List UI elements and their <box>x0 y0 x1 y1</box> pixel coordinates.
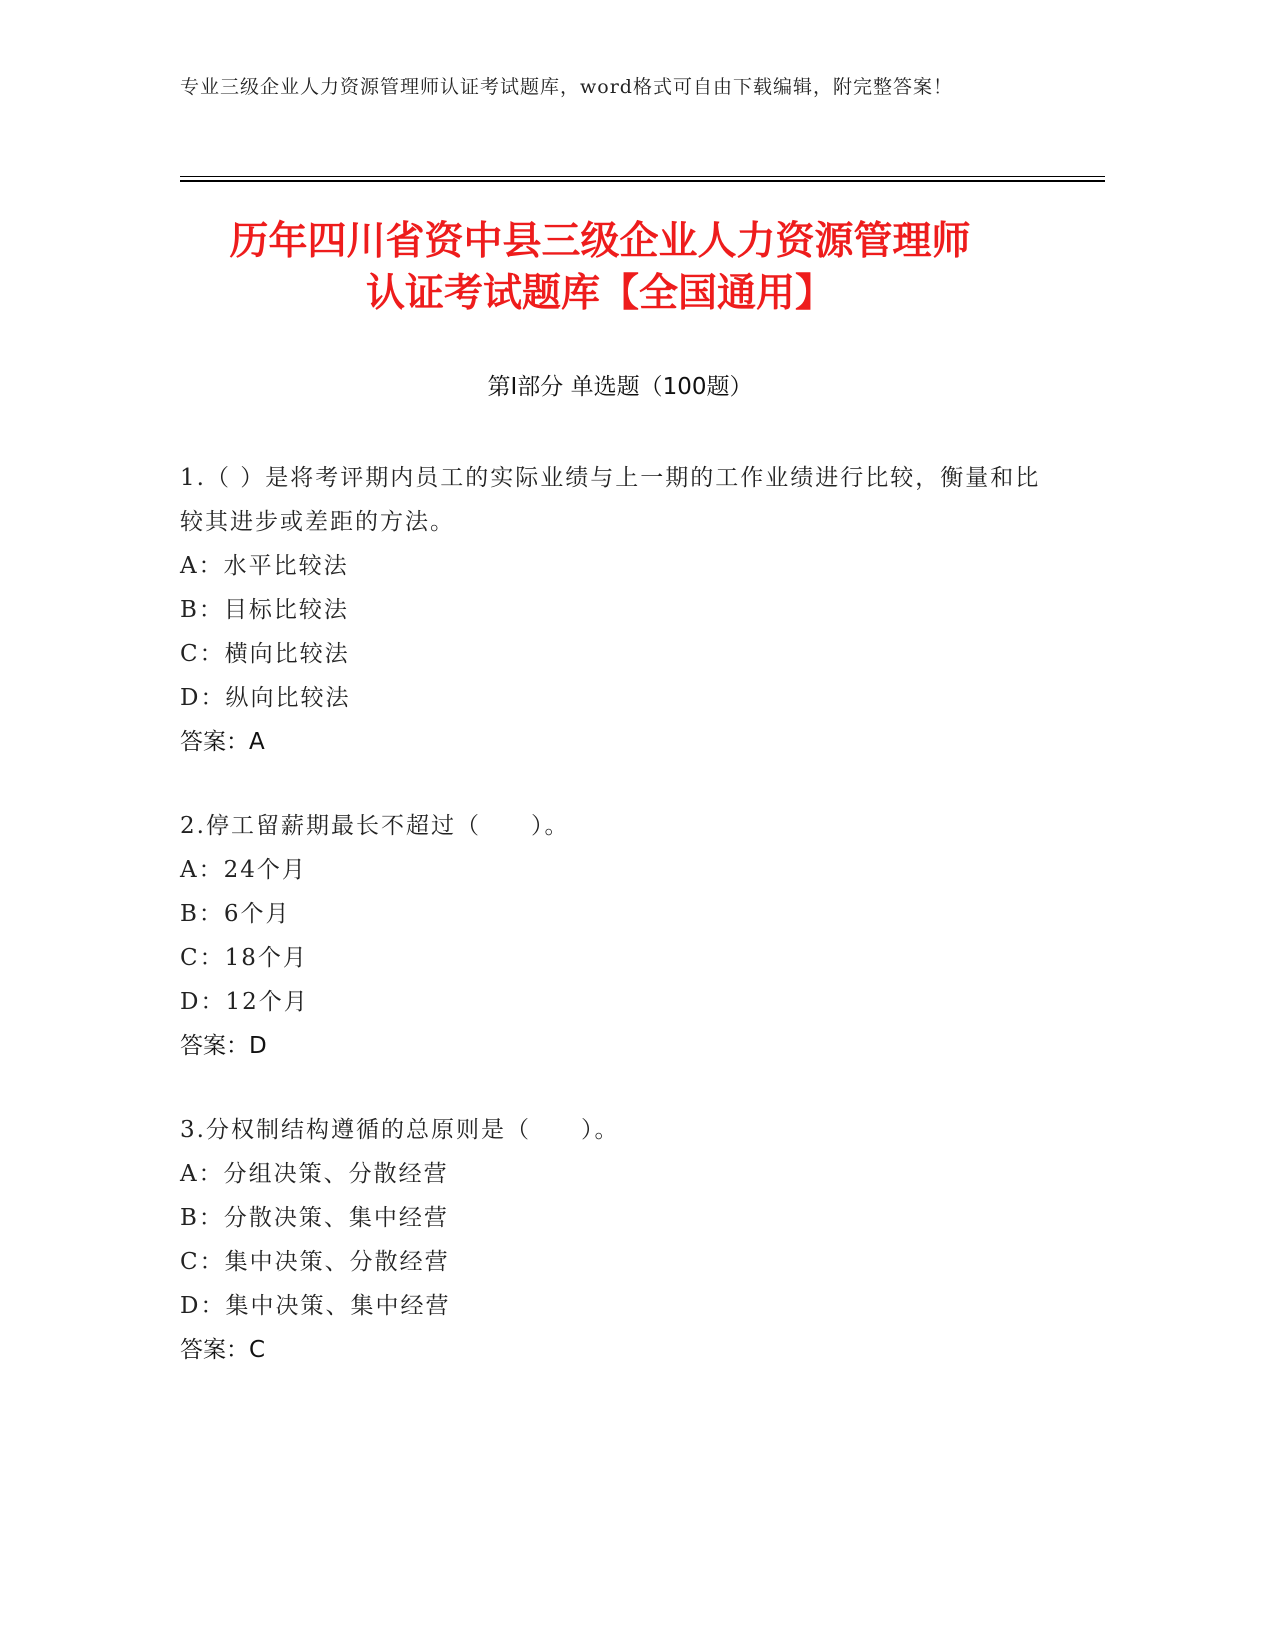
question-text: 1.（ ）是将考评期内员工的实际业绩与上一期的工作业绩进行比较，衡量和比较其进步或差距的方法。 <box>180 465 1041 535</box>
option-a: A：24个月 <box>180 857 307 883</box>
question-block <box>180 804 1060 1068</box>
header-divider-thick <box>180 180 1105 182</box>
answer: 答案：A <box>180 729 265 755</box>
section-heading: 第Ⅰ部分 单选题（100题） <box>487 374 753 400</box>
question-block <box>180 456 1060 764</box>
option-b: B：分散决策、集中经营 <box>180 1205 449 1231</box>
answer: 答案：D <box>180 1033 267 1059</box>
question-text: 2.停工留薪期最长不超过（ ）。 <box>180 813 570 839</box>
header-divider-thin <box>180 176 1105 177</box>
option-b: B：6个月 <box>180 901 291 927</box>
option-b: B：目标比较法 <box>180 597 349 623</box>
option-c: C：集中决策、分散经营 <box>180 1249 450 1275</box>
question-block <box>180 1108 1060 1372</box>
document-title <box>160 216 1040 320</box>
option-a: A：分组决策、分散经营 <box>180 1161 449 1187</box>
option-c: C：18个月 <box>180 945 308 971</box>
document-title-line-2: 认证考试题库【全国通用】 <box>365 271 834 316</box>
option-a: A：水平比较法 <box>180 553 349 579</box>
question-text: 3.分权制结构遵循的总原则是（ ）。 <box>180 1117 620 1143</box>
option-d: D：纵向比较法 <box>180 685 351 711</box>
header-note: 专业三级企业人力资源管理师认证考试题库，word格式可自由下载编辑，附完整答案！ <box>180 76 953 98</box>
option-d: D：集中决策、集中经营 <box>180 1293 451 1319</box>
option-c: C：横向比较法 <box>180 641 350 667</box>
option-d: D：12个月 <box>180 989 309 1015</box>
answer: 答案：C <box>180 1337 266 1363</box>
document-title-line-1: 历年四川省资中县三级企业人力资源管理师 <box>229 219 971 264</box>
